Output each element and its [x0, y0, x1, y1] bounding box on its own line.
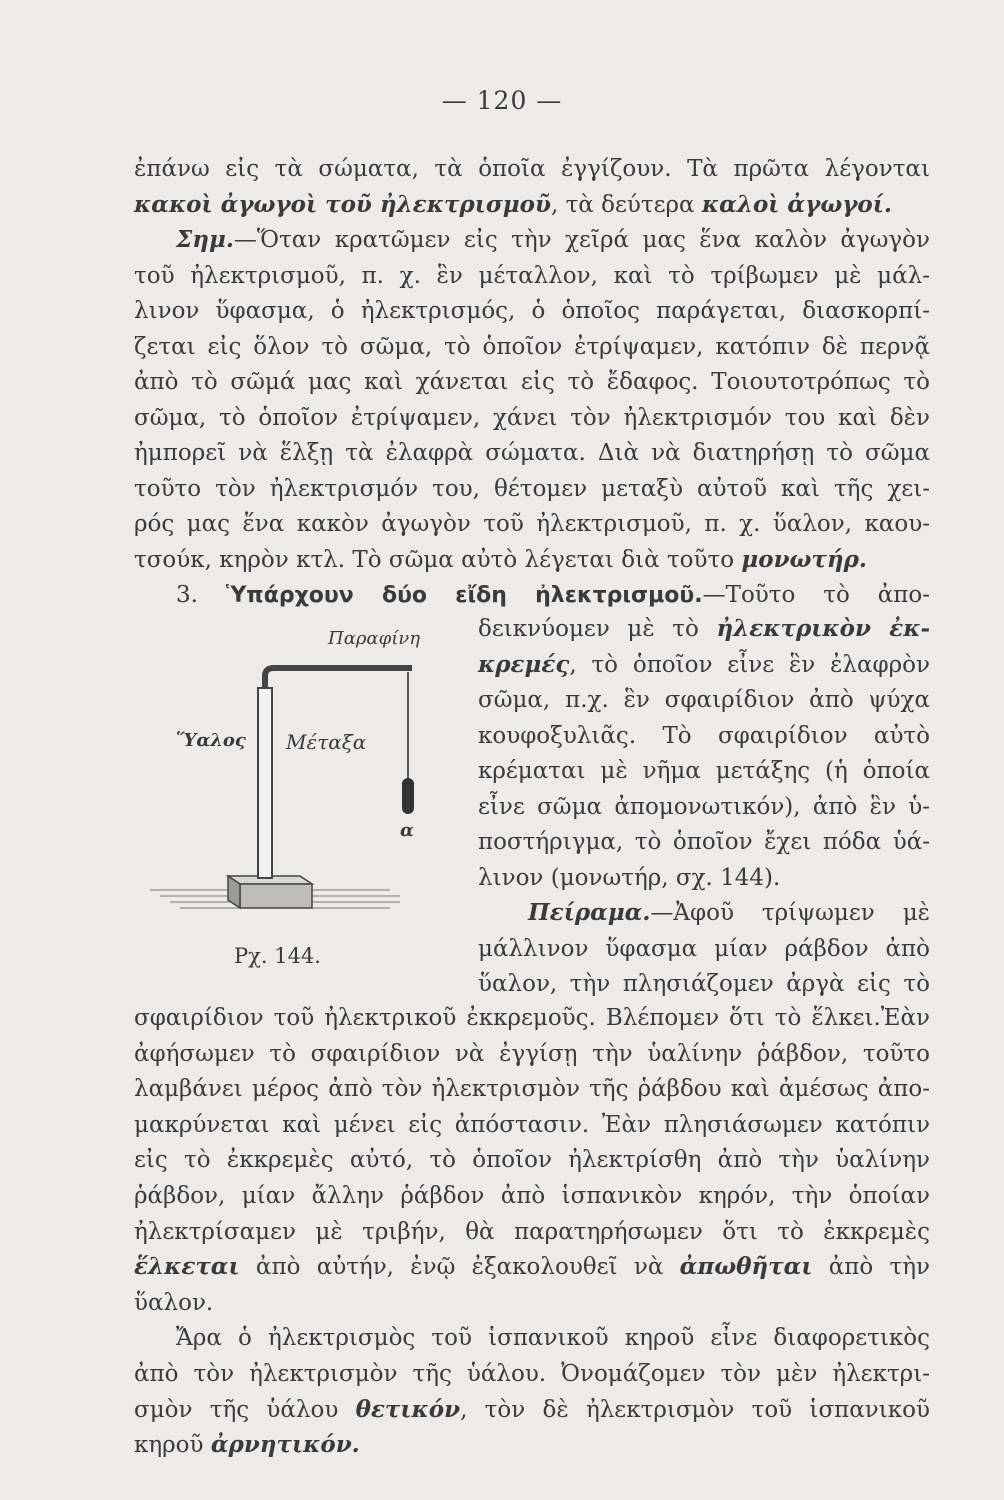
text-run: κρέμαται μὲ νῆμα μετάξης (ἡ ὁποία: [478, 758, 930, 784]
text-run: σῶμα, π.χ. ἓν σφαιρίδιον ἀπὸ ψύχα: [478, 687, 930, 713]
text-line: [134, 294, 930, 328]
text-run: τοῦ ἠλεκτρισμοῦ, π. χ. ἓν μέταλλον, καὶ τὸ τρίβωμεν μὲ μάλ-: [134, 262, 930, 289]
emphasis-text: Πείραμα.: [528, 899, 651, 926]
emphasis-text: μονωτήρ.: [741, 545, 867, 573]
text-run: , τὸν δὲ ἠλεκτρισμὸν τοῦ ἱσπανικοῦ: [460, 1396, 931, 1423]
text-line: [134, 1286, 930, 1320]
text-line: [478, 790, 930, 824]
emphasis-text: κακοὶ ἀγωγοὶ τοῦ ἠλεκτρισμοῦ: [134, 190, 551, 218]
text-run: κουφοξυλιᾶς. Τὸ σφαιρίδιον αὐτὸ: [478, 722, 930, 749]
text-line: [134, 1250, 930, 1284]
figure-caption: Ρχ. 144.: [234, 944, 321, 968]
text-line: [134, 1428, 930, 1462]
emphasis-text: θετικόν: [355, 1395, 461, 1423]
emphasis-text: καλοὶ ἀγωγοί.: [701, 190, 892, 218]
text-run: ἐπάνω εἰς τὰ σώματα, τὰ ὁποῖα ἐγγίζουν. Τὰ πρῶτα λέγονται: [134, 156, 930, 182]
text-line: [134, 1393, 930, 1427]
text-line: [134, 330, 930, 364]
text-line: [134, 1215, 930, 1249]
emphasis-text: ἀπωθῆται: [679, 1253, 813, 1281]
text-line: [478, 861, 930, 895]
text-run: λινον ὕφασμα, ὁ ἠλεκτρισμός, ὁ ὁποῖος παράγεται, διασκορπί-: [134, 298, 930, 324]
emphasis-text: ἀρνητικόν.: [210, 1431, 360, 1459]
emphasis-text: ἠλεκτρικὸν ἐκ-: [716, 615, 930, 642]
figure-label-silk: Μέταξα: [286, 730, 367, 754]
text-run: εἶνε σῶμα ἀπομονωτικόν), ἀπὸ ἓν ὑ-: [478, 793, 930, 820]
text-run: ἀφήσωμεν τὸ σφαιρίδιον νὰ ἐγγίσῃ τὴν ὑαλίνην ῥάβδον, τοῦτο: [134, 1040, 930, 1067]
text-line: [134, 1108, 930, 1142]
text-line: [134, 1357, 930, 1391]
emphasis-text: κρεμές: [478, 650, 570, 678]
text-line: [478, 825, 930, 859]
text-run: ῥάβδον, μίαν ἄλλην ῥάβδον ἀπὸ ἱσπανικὸν κηρόν, τὴν ὁποίαν: [134, 1183, 930, 1209]
text-run: μακρύνεται καὶ μένει εἰς ἀπόστασιν. Ἐὰν πλησιάσωμεν κατόπιν: [134, 1111, 930, 1138]
text-run: ζεται εἰς ὅλον τὸ σῶμα, τὸ ὁποῖον ἐτρίψαμεν, κατόπιν δὲ περνᾷ: [134, 333, 930, 360]
text-run: ρός μας ἕνα κακὸν ἀγωγὸν τοῦ ἠλεκτρισμοῦ, π. χ. ὕαλον, καου-: [134, 511, 930, 537]
text-line: [176, 223, 930, 257]
text-run: εἰς τὸ ἐκκρεμὲς αὐτό, τὸ ὁποῖον ἠλεκτρίσθη ἀπὸ τὴν ὑαλίνην: [134, 1147, 930, 1174]
text-run: ἠλεκτρίσαμεν μὲ τριβήν, θὰ παρατηρήσωμεν ὅτι τὸ ἐκκρεμὲς: [134, 1218, 930, 1245]
text-line: [134, 401, 930, 435]
text-run: —Ἀφοῦ τρίψωμεν μὲ: [650, 900, 930, 926]
figure-label-glass: Ὕαλος: [176, 730, 246, 751]
text-line: [134, 1179, 930, 1213]
text-line: [478, 967, 930, 1001]
text-run: ἀπὸ τὴν: [812, 1254, 931, 1281]
text-line: [478, 612, 930, 646]
text-line: [134, 472, 930, 506]
text-run: κηροῦ: [134, 1432, 211, 1459]
text-line: [134, 436, 930, 470]
text-line: [478, 754, 930, 788]
text-run: λαμβάνει μέρος ἀπὸ τὸν ἠλεκτρισμὸν τῆς ῥάβδου καὶ ἀμέσως ἀπο-: [134, 1076, 930, 1103]
text-line: [134, 543, 930, 577]
text-line: [134, 188, 930, 222]
pendulum-figure: [150, 628, 470, 948]
text-line: [176, 1321, 930, 1355]
text-line: [134, 152, 930, 186]
text-run: Ἄρα ὁ ἠλεκτρισμὸς τοῦ ἱσπανικοῦ κηροῦ εἶνε διαφορετικὸς: [176, 1325, 930, 1352]
text-line: [134, 507, 930, 541]
text-run: 3.: [176, 582, 226, 608]
text-line: [134, 259, 930, 293]
text-run: —Τοῦτο τὸ ἀπο-: [702, 582, 930, 608]
text-run: ἀπὸ τὸ σῶμά μας καὶ χάνεται εἰς τὸ ἔδαφος. Τοιουτοτρόπως τὸ: [134, 369, 930, 395]
text-run: , τὰ δεύτερα: [550, 191, 702, 218]
text-run: τοῦτο τὸν ἠλεκτρισμόν του, θέτομεν μεταξὺ αὐτοῦ καὶ τῆς χει-: [134, 475, 930, 502]
text-line: [478, 648, 930, 682]
text-line: [134, 1001, 930, 1035]
text-run: , τὸ ὁποῖον εἶνε ἓν ἐλαφρὸν: [569, 651, 930, 678]
text-line: [134, 1143, 930, 1177]
text-run: ἀπὸ τὸν ἠλεκτρισμὸν τῆς ὑάλου. Ὀνομάζομεν τὸν μὲν ἠλεκτρι-: [134, 1361, 930, 1387]
figure-label-paraffin: Παραφίνη: [328, 628, 420, 649]
text-run: ἠμπορεῖ νὰ ἕλξῃ τὰ ἐλαφρὰ σώματα. Διὰ νὰ διατηρήσῃ τὸ σῶμα: [134, 440, 930, 466]
text-line: [134, 1037, 930, 1071]
text-run: λινον (μονωτήρ, σχ. 144).: [478, 864, 781, 891]
text-run: ὕαλον, τὴν πλησιάζομεν ἀργὰ εἰς τὸ: [478, 971, 930, 997]
text-run: ἀπὸ αὐτήν, ἐνῷ ἐξακολουθεῖ νὰ: [239, 1254, 680, 1281]
text-line: [176, 578, 930, 612]
figure-label-a: α: [400, 820, 414, 841]
text-run: δεικνύομεν μὲ τὸ: [478, 616, 717, 642]
text-run: —Ὅταν κρατῶμεν εἰς τὴν χεῖρά μας ἕνα καλὸν ἀγωγὸν: [233, 227, 930, 253]
text-run: τσούκ, κηρὸν κτλ. Τὸ σῶμα αὐτὸ λέγεται διὰ τοῦτο: [134, 546, 742, 573]
electric-pendulum-illustration: [150, 628, 470, 948]
text-run: σμὸν τῆς ὑάλου: [134, 1396, 356, 1423]
section-heading: Ὑπάρχουν δύο εἴδη ἠλεκτρισμοῦ.: [225, 583, 703, 608]
text-line: [478, 719, 930, 753]
text-line: [478, 932, 930, 966]
text-run: μάλλινον ὕφασμα μίαν ράβδον ἀπὸ: [478, 935, 930, 962]
text-run: ποστήριγμα, τὸ ὁποῖον ἔχει πόδα ὑά-: [478, 829, 930, 855]
text-line: [134, 1072, 930, 1106]
text-line: [478, 683, 930, 717]
text-line: [134, 365, 930, 399]
emphasis-text: Σημ.: [176, 226, 234, 253]
text-run: σῶμα, τὸ ὁποῖον ἐτρίψαμεν, χάνει τὸν ἠλεκτρισμόν του καὶ δὲν: [134, 404, 930, 431]
page-number: — 120 —: [441, 86, 563, 115]
emphasis-text: ἕλκεται: [134, 1253, 240, 1281]
text-line: [528, 896, 930, 930]
text-run: σφαιρίδιον τοῦ ἠλεκτρικοῦ ἐκκρεμοῦς. Βλέπομεν ὅτι τὸ ἕλκει.Ἐὰν: [134, 1005, 930, 1031]
text-run: ὕαλον.: [134, 1289, 214, 1316]
